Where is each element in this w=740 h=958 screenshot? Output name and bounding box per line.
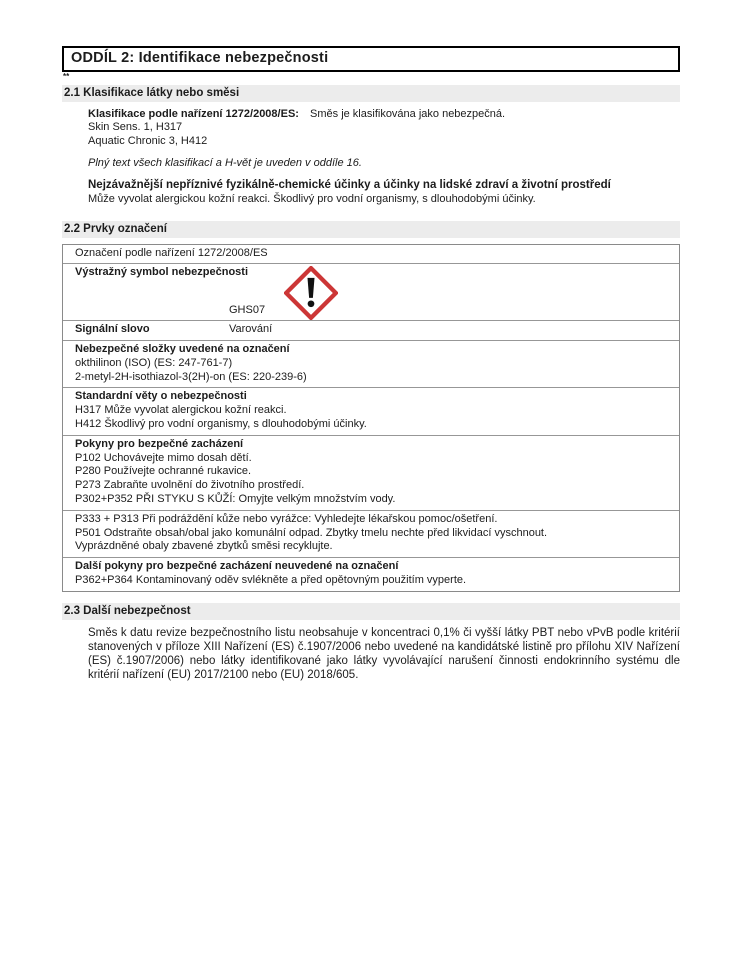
signal-word-label: Signální slovo xyxy=(75,323,150,336)
precaution-line: P362+P364 Kontaminovaný oděv svlékněte a před opětovným použitím vyperte. xyxy=(75,574,467,587)
classification-label: Klasifikace podle nařízení 1272/2008/ES: xyxy=(88,108,299,120)
precautionary-heading: Pokyny pro bezpečné zacházení xyxy=(75,437,244,450)
precaution-line: Vyprázdněné obaly zbavené zbytků směsi recyklujte. xyxy=(75,540,333,553)
adverse-effects-heading: Nejzávažnější nepříznivé fyzikálně-chemické účinky a účinky na lidské zdraví a životní prostředí xyxy=(88,179,611,191)
additional-precautions-heading: Další pokyny pro bezpečné zacházení neuvedené na označení xyxy=(75,560,399,573)
section-2-1-body xyxy=(88,107,680,207)
hazard-class-line: Aquatic Chronic 3, H412 xyxy=(88,134,208,147)
classification-line xyxy=(88,107,680,121)
section-title: ODDÍL 2: Identifikace nebezpečnosti xyxy=(62,46,680,72)
hazard-class-line: Skin Sens. 1, H317 xyxy=(88,121,183,133)
labelling-regulation-row: Označení podle nařízení 1272/2008/ES xyxy=(63,245,679,265)
signal-word-value: Varování xyxy=(229,323,273,336)
components-heading: Nebezpečné složky uvedené na označení xyxy=(75,343,290,356)
pictogram-label: Výstražný symbol nebezpečnosti xyxy=(75,266,248,279)
additional-precautions-row xyxy=(63,558,679,591)
label-elements-table xyxy=(62,244,680,592)
classification-value: Směs je klasifikována jako nebezpečná. xyxy=(310,108,506,120)
precaution-line: P501 Odstraňte obsah/obal jako komunální odpad. Zbytky tmelu nechte před likvidací vyschnout. xyxy=(75,526,548,539)
hazard-statements-row xyxy=(63,388,679,435)
signal-word-row xyxy=(63,321,679,341)
precautionary-statements-row xyxy=(63,436,679,511)
component-line: okthilinon (ISO) (ES: 247-761-7) xyxy=(75,356,233,369)
precaution-line: P302+P352 PŘI STYKU S KŮŽÍ: Omyjte velkým množstvím vody. xyxy=(75,493,396,506)
pictogram-row xyxy=(63,264,679,321)
full-text-note: Plný text všech klasifikací a H-vět je uveden v oddíle 16. xyxy=(88,157,362,169)
precaution-line: P273 Zabraňte uvolnění do životního prostředí. xyxy=(75,479,305,492)
precaution-line: P280 Používejte ochranné rukavice. xyxy=(75,465,252,478)
section-2-3-heading: 2.3 Další nebezpečnost xyxy=(62,603,680,620)
section-2-1-heading: 2.1 Klasifikace látky nebo směsi xyxy=(62,85,680,102)
hazardous-components-row xyxy=(63,341,679,388)
pictogram-code: GHS07 xyxy=(229,303,266,316)
precaution-line: P333 + P313 Při podráždění kůže nebo vyrážce: Vyhledejte lékařskou pomoc/ošetření. xyxy=(75,512,498,525)
hazard-statement-line: H412 Škodlivý pro vodní organismy, s dlouhodobými účinky. xyxy=(75,418,367,431)
component-line: 2-metyl-2H-isothiazol-3(2H)-on (ES: 220-239-6) xyxy=(75,370,307,383)
ghs07-exclamation-icon xyxy=(284,266,338,320)
other-hazards-text: Směs k datu revize bezpečnostního listu neobsahuje v koncentraci 0,1% či vyšší látky PBT nebo vPvB podle kritérií stanovených v příloze XIII Nařízení (ES) č.1907/2006 nebo uvedené na kandidátské listině pro přílohu XIV Nařízení (ES) č.1907/2006) nebo látky identifikované jako látky vyvolávající narušení činnosti endokrinního systému dle kritérií nařízení (EU) 2017/2100 nebo (EU) 2018/605. xyxy=(88,626,680,681)
section-2-2-heading: 2.2 Prvky označení xyxy=(62,221,680,238)
revision-mark: ** xyxy=(63,72,70,81)
hazard-statements-heading: Standardní věty o nebezpečnosti xyxy=(75,390,247,403)
precaution-line: P102 Uchovávejte mimo dosah dětí. xyxy=(75,451,252,464)
adverse-effects-text: Může vyvolat alergickou kožní reakci. Škodlivý pro vodní organismy, s dlouhodobými účinky. xyxy=(88,193,536,205)
hazard-statement-line: H317 Může vyvolat alergickou kožní reakci. xyxy=(75,404,287,417)
precautionary-statements-row-2 xyxy=(63,511,679,558)
